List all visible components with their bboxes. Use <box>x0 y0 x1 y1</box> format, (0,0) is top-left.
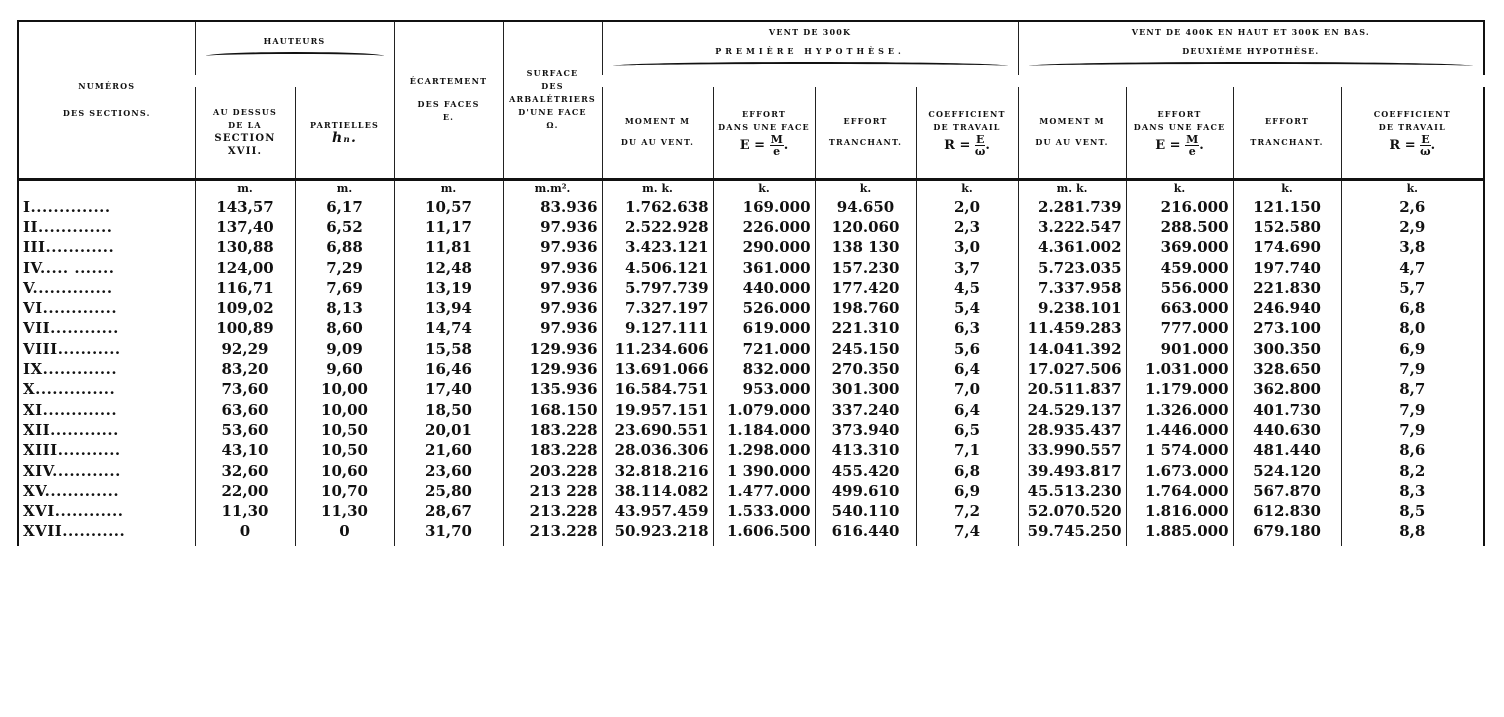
units-row <box>18 179 1484 197</box>
cell-au-dessus: 83,20 <box>195 359 295 379</box>
unit-cell: m. <box>195 179 295 197</box>
cell-moment-1: 38.114.082 <box>602 481 713 501</box>
cell-au-dessus: 11,30 <box>195 501 295 521</box>
cell-coefficient-1: 7,1 <box>916 440 1018 460</box>
cell-coefficient-1: 7,4 <box>916 521 1018 541</box>
cell-coefficient-1: 6,4 <box>916 359 1018 379</box>
cell-surface: 183.228 <box>503 440 602 460</box>
cell-moment-2: 9.238.101 <box>1018 298 1126 318</box>
cell-effort-face-1: 619.000 <box>713 318 815 338</box>
cell-coefficient-2: 8,3 <box>1341 481 1484 501</box>
section-name: II............. <box>18 217 195 237</box>
cell-ecartement: 28,67 <box>394 501 503 521</box>
cell-effort-tranchant-1: 337.240 <box>815 399 916 419</box>
header-effort-tranchant-2: EFFORT TRANCHANT. <box>1233 87 1341 179</box>
cell-moment-1: 2.522.928 <box>602 217 713 237</box>
cell-effort-tranchant-1: 373.940 <box>815 420 916 440</box>
cell-effort-tranchant-1: 455.420 <box>815 460 916 480</box>
cell-moment-2: 5.723.035 <box>1018 257 1126 277</box>
cell-surface: 168.150 <box>503 399 602 419</box>
table-row <box>18 521 1484 541</box>
cell-effort-face-2: 1.031.000 <box>1126 359 1233 379</box>
cell-ecartement: 31,70 <box>394 521 503 541</box>
cell-partielles: 10,00 <box>295 399 394 419</box>
cell-effort-tranchant-2: 300.350 <box>1233 339 1341 359</box>
cell-effort-face-2: 1.179.000 <box>1126 379 1233 399</box>
cell-partielles: 10,00 <box>295 379 394 399</box>
cell-moment-1: 5.797.739 <box>602 278 713 298</box>
section-name: XII............ <box>18 420 195 440</box>
section-name: VIII........... <box>18 339 195 359</box>
table-row <box>18 237 1484 257</box>
cell-effort-tranchant-2: 197.740 <box>1233 257 1341 277</box>
cell-effort-tranchant-2: 174.690 <box>1233 237 1341 257</box>
header-partielles: PARTIELLES hₙ. <box>295 87 394 179</box>
header-vent-2: VENT DE 400K EN HAUT ET 300K EN BAS. DEUXIÈME HYPOTHÈSE. <box>1018 21 1484 75</box>
cell-effort-tranchant-2: 524.120 <box>1233 460 1341 480</box>
cell-partielles: 8,13 <box>295 298 394 318</box>
cell-ecartement: 11,81 <box>394 237 503 257</box>
cell-moment-2: 7.337.958 <box>1018 278 1126 298</box>
cell-partielles: 10,50 <box>295 440 394 460</box>
cell-surface: 97.936 <box>503 318 602 338</box>
cell-surface: 213.228 <box>503 501 602 521</box>
table-footer-spacer <box>18 542 1484 546</box>
cell-au-dessus: 73,60 <box>195 379 295 399</box>
cell-effort-face-1: 169.000 <box>713 197 815 217</box>
cell-effort-tranchant-1: 177.420 <box>815 278 916 298</box>
cell-moment-1: 16.584.751 <box>602 379 713 399</box>
cell-coefficient-1: 5,6 <box>916 339 1018 359</box>
cell-surface: 83.936 <box>503 197 602 217</box>
table-row <box>18 339 1484 359</box>
cell-coefficient-1: 5,4 <box>916 298 1018 318</box>
table-row <box>18 217 1484 237</box>
cell-effort-tranchant-1: 270.350 <box>815 359 916 379</box>
section-name: IV..... ....... <box>18 257 195 277</box>
cell-moment-1: 43.957.459 <box>602 501 713 521</box>
cell-partielles: 6,52 <box>295 217 394 237</box>
table-row <box>18 278 1484 298</box>
cell-coefficient-2: 2,6 <box>1341 197 1484 217</box>
cell-moment-1: 32.818.216 <box>602 460 713 480</box>
unit-cell: k. <box>1126 179 1233 197</box>
cell-effort-face-2: 1.326.000 <box>1126 399 1233 419</box>
cell-coefficient-2: 8,8 <box>1341 521 1484 541</box>
cell-effort-tranchant-1: 540.110 <box>815 501 916 521</box>
table-row <box>18 197 1484 217</box>
table-row <box>18 460 1484 480</box>
section-name: IX............. <box>18 359 195 379</box>
cell-coefficient-1: 6,8 <box>916 460 1018 480</box>
cell-effort-tranchant-2: 362.800 <box>1233 379 1341 399</box>
cell-effort-tranchant-1: 616.440 <box>815 521 916 541</box>
unit-cell: k. <box>1233 179 1341 197</box>
cell-coefficient-2: 2,9 <box>1341 217 1484 237</box>
cell-effort-face-1: 226.000 <box>713 217 815 237</box>
cell-au-dessus: 32,60 <box>195 460 295 480</box>
cell-effort-tranchant-1: 198.760 <box>815 298 916 318</box>
cell-moment-2: 20.511.837 <box>1018 379 1126 399</box>
cell-effort-face-1: 1 390.000 <box>713 460 815 480</box>
cell-partielles: 9,60 <box>295 359 394 379</box>
cell-au-dessus: 43,10 <box>195 440 295 460</box>
cell-effort-face-1: 290.000 <box>713 237 815 257</box>
cell-partielles: 10,60 <box>295 460 394 480</box>
cell-effort-tranchant-1: 499.610 <box>815 481 916 501</box>
cell-effort-tranchant-2: 121.150 <box>1233 197 1341 217</box>
cell-au-dessus: 0 <box>195 521 295 541</box>
cell-au-dessus: 100,89 <box>195 318 295 338</box>
cell-surface: 129.936 <box>503 339 602 359</box>
table-row <box>18 257 1484 277</box>
cell-ecartement: 14,74 <box>394 318 503 338</box>
cell-au-dessus: 116,71 <box>195 278 295 298</box>
cell-coefficient-2: 7,9 <box>1341 420 1484 440</box>
cell-partielles: 10,50 <box>295 420 394 440</box>
section-name: I.............. <box>18 197 195 217</box>
section-name: XVI............ <box>18 501 195 521</box>
cell-moment-1: 11.234.606 <box>602 339 713 359</box>
cell-effort-face-1: 1.533.000 <box>713 501 815 521</box>
cell-effort-face-1: 1.606.500 <box>713 521 815 541</box>
cell-coefficient-2: 7,9 <box>1341 359 1484 379</box>
header-moment-1: MOMENT M DU AU VENT. <box>602 87 713 179</box>
cell-surface: 97.936 <box>503 278 602 298</box>
cell-coefficient-2: 6,9 <box>1341 339 1484 359</box>
cell-coefficient-1: 2,0 <box>916 197 1018 217</box>
cell-surface: 97.936 <box>503 237 602 257</box>
unit-cell: k. <box>916 179 1018 197</box>
cell-surface: 213.228 <box>503 521 602 541</box>
header-au-dessus: AU DESSUS DE LA SECTION XVII. <box>195 87 295 179</box>
cell-surface: 129.936 <box>503 359 602 379</box>
cell-moment-2: 4.361.002 <box>1018 237 1126 257</box>
table-row <box>18 379 1484 399</box>
table-row <box>18 318 1484 338</box>
section-name: XIII........... <box>18 440 195 460</box>
cell-partielles: 11,30 <box>295 501 394 521</box>
cell-effort-tranchant-1: 301.300 <box>815 379 916 399</box>
section-name: X.............. <box>18 379 195 399</box>
cell-partielles: 10,70 <box>295 481 394 501</box>
cell-ecartement: 10,57 <box>394 197 503 217</box>
cell-effort-face-2: 1.885.000 <box>1126 521 1233 541</box>
cell-moment-2: 39.493.817 <box>1018 460 1126 480</box>
header-moment-2: MOMENT M DU AU VENT. <box>1018 87 1126 179</box>
cell-surface: 135.936 <box>503 379 602 399</box>
cell-effort-face-1: 1.298.000 <box>713 440 815 460</box>
cell-effort-tranchant-2: 152.580 <box>1233 217 1341 237</box>
unit-cell: k. <box>1341 179 1484 197</box>
cell-au-dessus: 63,60 <box>195 399 295 419</box>
cell-effort-face-2: 216.000 <box>1126 197 1233 217</box>
table-row <box>18 501 1484 521</box>
cell-effort-face-2: 1.816.000 <box>1126 501 1233 521</box>
cell-coefficient-2: 7,9 <box>1341 399 1484 419</box>
cell-effort-tranchant-1: 245.150 <box>815 339 916 359</box>
cell-ecartement: 12,48 <box>394 257 503 277</box>
cell-ecartement: 17,40 <box>394 379 503 399</box>
unit-cell: m.m². <box>503 179 602 197</box>
cell-surface: 203.228 <box>503 460 602 480</box>
table-row <box>18 359 1484 379</box>
cell-coefficient-1: 6,4 <box>916 399 1018 419</box>
header-effort-tranchant-1: EFFORT TRANCHANT. <box>815 87 916 179</box>
cell-ecartement: 11,17 <box>394 217 503 237</box>
unit-cell: m. k. <box>602 179 713 197</box>
cell-effort-face-1: 832.000 <box>713 359 815 379</box>
cell-effort-tranchant-1: 157.230 <box>815 257 916 277</box>
cell-effort-tranchant-1: 138 130 <box>815 237 916 257</box>
cell-effort-face-1: 953.000 <box>713 379 815 399</box>
header-ecartement: ÉCARTEMENT DES FACES E. <box>394 21 503 179</box>
cell-coefficient-2: 8,6 <box>1341 440 1484 460</box>
cell-effort-face-1: 721.000 <box>713 339 815 359</box>
table-row <box>18 399 1484 419</box>
cell-effort-tranchant-2: 612.830 <box>1233 501 1341 521</box>
unit-cell: m. k. <box>1018 179 1126 197</box>
cell-ecartement: 25,80 <box>394 481 503 501</box>
cell-moment-1: 1.762.638 <box>602 197 713 217</box>
cell-coefficient-1: 2,3 <box>916 217 1018 237</box>
unit-cell: m. <box>394 179 503 197</box>
section-name: XIV............ <box>18 460 195 480</box>
cell-coefficient-1: 6,3 <box>916 318 1018 338</box>
cell-effort-tranchant-2: 481.440 <box>1233 440 1341 460</box>
cell-moment-2: 2.281.739 <box>1018 197 1126 217</box>
cell-effort-tranchant-2: 679.180 <box>1233 521 1341 541</box>
cell-effort-tranchant-1: 120.060 <box>815 217 916 237</box>
cell-coefficient-2: 5,7 <box>1341 278 1484 298</box>
section-name: XI............. <box>18 399 195 419</box>
cell-coefficient-1: 6,5 <box>916 420 1018 440</box>
cell-moment-2: 52.070.520 <box>1018 501 1126 521</box>
cell-effort-face-2: 1 574.000 <box>1126 440 1233 460</box>
cell-moment-1: 23.690.551 <box>602 420 713 440</box>
header-coefficient-1: COEFFICIENT DE TRAVAIL R = $\frac{E}{\omega}$ . <box>916 87 1018 179</box>
cell-au-dessus: 137,40 <box>195 217 295 237</box>
table-row <box>18 440 1484 460</box>
cell-coefficient-1: 7,2 <box>916 501 1018 521</box>
cell-coefficient-1: 7,0 <box>916 379 1018 399</box>
cell-partielles: 7,29 <box>295 257 394 277</box>
cell-effort-face-2: 1.673.000 <box>1126 460 1233 480</box>
cell-effort-face-2: 663.000 <box>1126 298 1233 318</box>
cell-effort-face-1: 526.000 <box>713 298 815 318</box>
cell-moment-1: 13.691.066 <box>602 359 713 379</box>
cell-coefficient-2: 4,7 <box>1341 257 1484 277</box>
cell-moment-2: 28.935.437 <box>1018 420 1126 440</box>
cell-moment-2: 14.041.392 <box>1018 339 1126 359</box>
cell-effort-tranchant-2: 401.730 <box>1233 399 1341 419</box>
unit-cell: k. <box>815 179 916 197</box>
cell-effort-tranchant-1: 413.310 <box>815 440 916 460</box>
cell-moment-1: 7.327.197 <box>602 298 713 318</box>
cell-partielles: 6,88 <box>295 237 394 257</box>
cell-effort-tranchant-2: 273.100 <box>1233 318 1341 338</box>
cell-ecartement: 21,60 <box>394 440 503 460</box>
cell-moment-2: 45.513.230 <box>1018 481 1126 501</box>
cell-ecartement: 20,01 <box>394 420 503 440</box>
cell-surface: 183.228 <box>503 420 602 440</box>
cell-moment-2: 24.529.137 <box>1018 399 1126 419</box>
cell-coefficient-1: 6,9 <box>916 481 1018 501</box>
cell-ecartement: 18,50 <box>394 399 503 419</box>
header-effort-face-1: EFFORT DANS UNE FACE E = $\frac{M}{e}$ . <box>713 87 815 179</box>
cell-partielles: 0 <box>295 521 394 541</box>
cell-effort-face-2: 777.000 <box>1126 318 1233 338</box>
cell-effort-tranchant-1: 221.310 <box>815 318 916 338</box>
cell-effort-face-1: 1.079.000 <box>713 399 815 419</box>
cell-coefficient-1: 4,5 <box>916 278 1018 298</box>
table-header <box>18 21 1484 179</box>
cell-moment-1: 19.957.151 <box>602 399 713 419</box>
data-table <box>17 20 1485 546</box>
cell-au-dessus: 130,88 <box>195 237 295 257</box>
cell-partielles: 9,09 <box>295 339 394 359</box>
header-hauteurs: HAUTEURS <box>195 21 394 75</box>
cell-coefficient-2: 8,7 <box>1341 379 1484 399</box>
cell-coefficient-2: 6,8 <box>1341 298 1484 318</box>
cell-effort-face-2: 459.000 <box>1126 257 1233 277</box>
cell-surface: 97.936 <box>503 257 602 277</box>
cell-moment-2: 17.027.506 <box>1018 359 1126 379</box>
header-surface: SURFACE DES ARBALÉTRIERS D'UNE FACE Ω. <box>503 21 602 179</box>
cell-effort-tranchant-2: 567.870 <box>1233 481 1341 501</box>
table-row <box>18 481 1484 501</box>
header-effort-face-2: EFFORT DANS UNE FACE E = $\frac{M}{e}$ . <box>1126 87 1233 179</box>
cell-surface: 97.936 <box>503 298 602 318</box>
cell-surface: 213 228 <box>503 481 602 501</box>
section-name: V.............. <box>18 278 195 298</box>
table-body <box>18 179 1484 546</box>
cell-effort-face-1: 1.184.000 <box>713 420 815 440</box>
cell-ecartement: 23,60 <box>394 460 503 480</box>
cell-effort-face-2: 1.764.000 <box>1126 481 1233 501</box>
unit-cell: m. <box>295 179 394 197</box>
cell-effort-face-2: 288.500 <box>1126 217 1233 237</box>
cell-coefficient-1: 3,7 <box>916 257 1018 277</box>
cell-effort-face-2: 369.000 <box>1126 237 1233 257</box>
cell-moment-2: 33.990.557 <box>1018 440 1126 460</box>
table-row <box>18 420 1484 440</box>
cell-ecartement: 13,19 <box>394 278 503 298</box>
table-row <box>18 298 1484 318</box>
cell-effort-face-1: 361.000 <box>713 257 815 277</box>
cell-au-dessus: 22,00 <box>195 481 295 501</box>
cell-au-dessus: 124,00 <box>195 257 295 277</box>
cell-coefficient-2: 8,2 <box>1341 460 1484 480</box>
cell-ecartement: 16,46 <box>394 359 503 379</box>
cell-au-dessus: 109,02 <box>195 298 295 318</box>
cell-coefficient-2: 8,0 <box>1341 318 1484 338</box>
section-name: XVII........... <box>18 521 195 541</box>
cell-effort-tranchant-2: 246.940 <box>1233 298 1341 318</box>
cell-au-dessus: 143,57 <box>195 197 295 217</box>
cell-moment-2: 11.459.283 <box>1018 318 1126 338</box>
cell-effort-face-1: 1.477.000 <box>713 481 815 501</box>
cell-surface: 97.936 <box>503 217 602 237</box>
section-name: III............ <box>18 237 195 257</box>
cell-partielles: 8,60 <box>295 318 394 338</box>
cell-au-dessus: 92,29 <box>195 339 295 359</box>
cell-effort-tranchant-1: 94.650 <box>815 197 916 217</box>
cell-moment-2: 3.222.547 <box>1018 217 1126 237</box>
section-name: VII............ <box>18 318 195 338</box>
cell-effort-tranchant-2: 221.830 <box>1233 278 1341 298</box>
header-numero: NUMÉROS DES SECTIONS. <box>18 21 195 179</box>
cell-au-dessus: 53,60 <box>195 420 295 440</box>
cell-effort-face-2: 556.000 <box>1126 278 1233 298</box>
cell-ecartement: 13,94 <box>394 298 503 318</box>
header-coefficient-2: COEFFICIENT DE TRAVAIL R = $\frac{E}{\omega}$ . <box>1341 87 1484 179</box>
cell-effort-face-2: 1.446.000 <box>1126 420 1233 440</box>
cell-moment-1: 4.506.121 <box>602 257 713 277</box>
unit-cell: k. <box>713 179 815 197</box>
cell-moment-1: 28.036.306 <box>602 440 713 460</box>
cell-moment-1: 3.423.121 <box>602 237 713 257</box>
header-vent-1: VENT DE 300K PREMIÈRE HYPOTHÈSE. <box>602 21 1018 75</box>
cell-moment-1: 50.923.218 <box>602 521 713 541</box>
section-name: VI............. <box>18 298 195 318</box>
cell-effort-tranchant-2: 440.630 <box>1233 420 1341 440</box>
cell-coefficient-2: 8,5 <box>1341 501 1484 521</box>
cell-ecartement: 15,58 <box>394 339 503 359</box>
cell-moment-1: 9.127.111 <box>602 318 713 338</box>
cell-effort-face-1: 440.000 <box>713 278 815 298</box>
cell-effort-face-2: 901.000 <box>1126 339 1233 359</box>
cell-partielles: 7,69 <box>295 278 394 298</box>
section-name: XV............. <box>18 481 195 501</box>
cell-effort-tranchant-2: 328.650 <box>1233 359 1341 379</box>
cell-coefficient-1: 3,0 <box>916 237 1018 257</box>
cell-moment-2: 59.745.250 <box>1018 521 1126 541</box>
cell-partielles: 6,17 <box>295 197 394 217</box>
cell-coefficient-2: 3,8 <box>1341 237 1484 257</box>
